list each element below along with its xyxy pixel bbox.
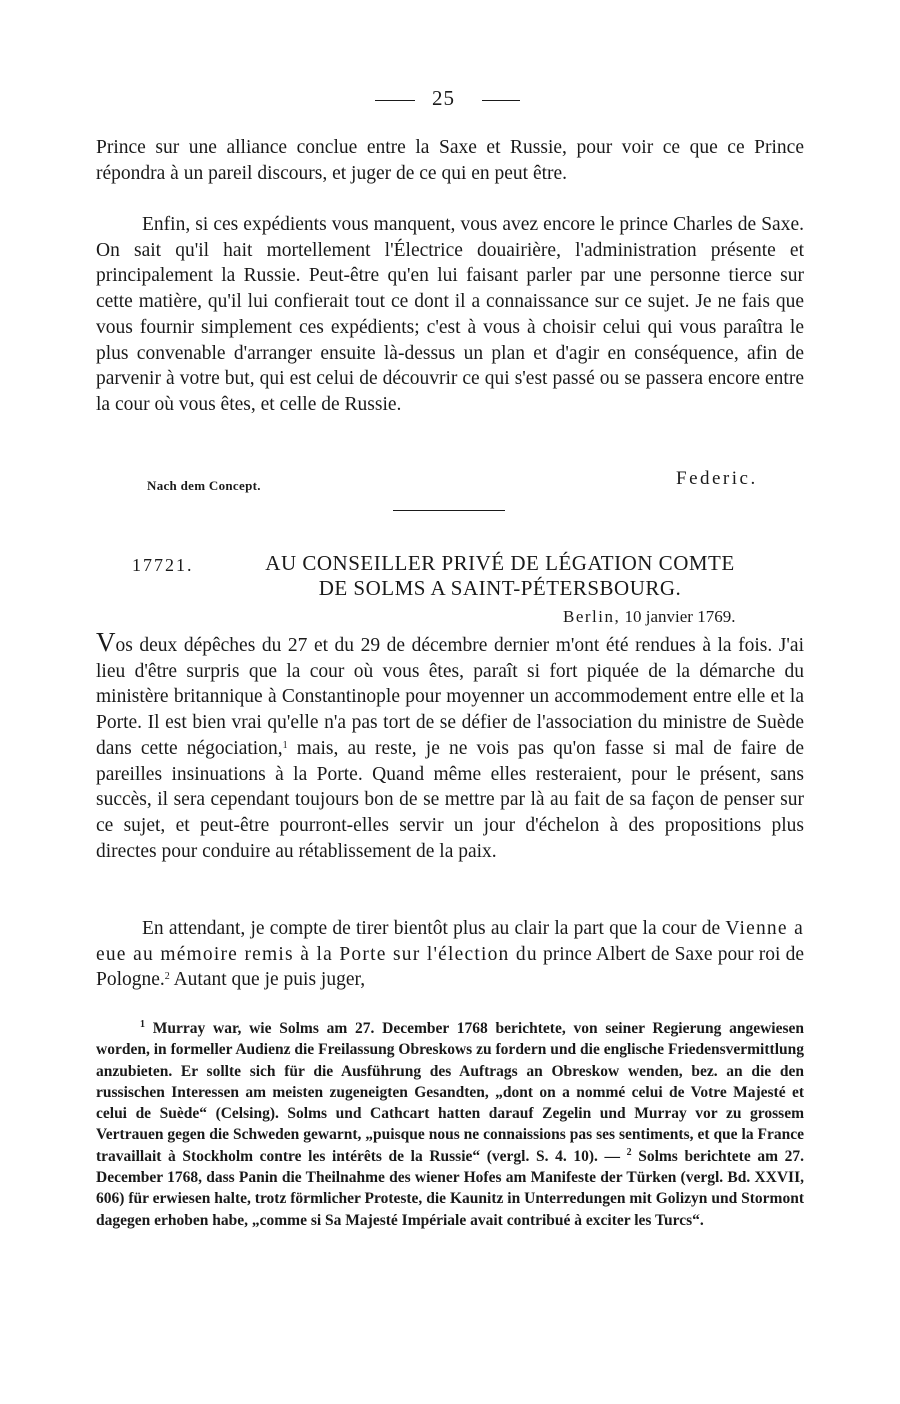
header-dash-right [482,100,520,101]
signature: Federic. [676,468,758,489]
heading-line: DE SOLMS A SAINT-PÉTERSBOURG. [318,576,682,600]
paragraph-text: Enfin, si ces expédients vous manquent, vous avez encore le prince Charles de Saxe. On sait qu'il hait mortellement l'Électrice douairière, l'administration présente et principalement la Russie. Peut-être qu'en lui faisant parler par une personne tierce sur cette matière, qu'il lui confierait tout ce dont il a connaissance sur ce sujet. Je ne fais que vous fournir simplement ces expédients; c'est à vous à choisir celui qui vous paraîtra le plus convenable d'arranger ensuite là-dessus un plan et d'agir en conséquence, afin de parvenir à votre but, qui est celui de découvrir ce qui s'est passé ou se passera encore entre la cour où vous êtes, et celle de Russie. [96,214,804,415]
letter-number: 17721. [132,555,194,575]
footnote-ref: 2 [164,971,170,983]
paragraph-text [96,916,804,993]
paragraph-text: Prince sur une alliance conclue entre la Saxe et Russie, pour voir ce que ce Prince répondra à un pareil discours, et juger de ce qui en peut être. [96,137,804,184]
footnote-ref: 1 [282,739,288,751]
paragraph-text-spaced: Vienne a eue au mémoire remis à la Porte sur l'élection du [96,918,804,965]
footnote-text [96,1018,804,1231]
dateline-date: 10 janvier 1769. [624,607,736,626]
footnote-text-part: Murray war, wie Solms am 27. December 1768 berichtete, von seiner Regierung angewiesen worden, in formeller Audienz die Freilassung Obreskows zu fordern und die englische Friedensvermittlung anzubieten. Er sollte sich für die Ausführung des Auftrags an Obreskow wenden, bez. an die den russischen Interessen am meisten zugeneigten Gesandten, „dont on a nommé celui de Votre Majesté et celui de Suède“ (Celsing). Solms und Cathcart hatten darauf Zegelin und Murray vor zu grossem Vertrauen gegen die Schweden gewarnt, „puisque nous ne connaissions pas ses sentiments, et que la France travaillait à Stockholm contre les intérêts de la Russie“ (vergl. S. 4. 10). — [96,1020,804,1165]
paragraph-text-part: os deux dépêches du 27 et du 29 de décembre dernier m'ont été rendues à la fois. J'ai lieu d'être surpris que la cour où vous êtes, paraît si fort piquée de la démarche du ministère britannique à Constantinople pour moyenner un accommodement entre elle et la Porte. Il est bien vrai qu'elle n'a pas tort de se défier de l'association du ministre de Suède dans cette négociation, [96,635,804,759]
header-dash-left [375,100,415,101]
paragraph-text-part: Autant que je puis juger, [169,969,366,991]
letter-heading [200,551,800,601]
paragraph-en-attendant [96,916,804,993]
page-header [0,86,900,116]
paragraph-text [96,627,804,864]
dateline-city: Berlin, [563,607,621,626]
heading-line: AU CONSEILLER PRIVÉ DE LÉGATION COMTE [265,551,735,575]
paragraph-text-part: mais, au reste, je ne vois pas qu'on fasse si mal de faire de pareilles insinuations à la Porte. Quand même elles resteraient, pour le présent, sans succès, il sera cependant toujours bon de se mettre par là au fait de sa façon de penser sur ce sujet, et peut-être pourront-elles servir un jour d'échelon à des propositions plus directes pour conduire au rétablissement de la paix. [96,737,804,862]
paragraph-continuation [96,135,804,186]
concept-note: Nach dem Concept. [147,478,261,493]
paragraph-text-part: prince Albert de Saxe pour roi de Pologne. [96,943,805,991]
paragraph-enfin [96,212,804,418]
letter-dateline [563,607,735,627]
paragraph-letter-opening [96,627,804,864]
paragraph-text-part: En attendant, je compte de tirer bientôt plus au clair la part que la cour de [142,918,726,939]
section-separator [393,510,505,511]
drop-cap: V [96,627,116,657]
footnote-marker: 1 [140,1019,145,1030]
footnote-marker: 2 [626,1146,632,1158]
footnote-text-part: Solms berichtete am 27. December 1768, dass Panin die Theilnahme des wiener Hofes am Manifeste der Türken (vergl. Bd. XXVII, 606) für erwiesen halte, trotz förmlicher Proteste, die Kaunitz in Unterredungen mit Golizyn und Stormont dagegen erhoben habe, „comme si Sa Majesté Impériale avait contribué à exciter les Turcs“. [96,1147,804,1229]
footnotes [96,1018,804,1231]
page-number: 25 [432,86,455,110]
